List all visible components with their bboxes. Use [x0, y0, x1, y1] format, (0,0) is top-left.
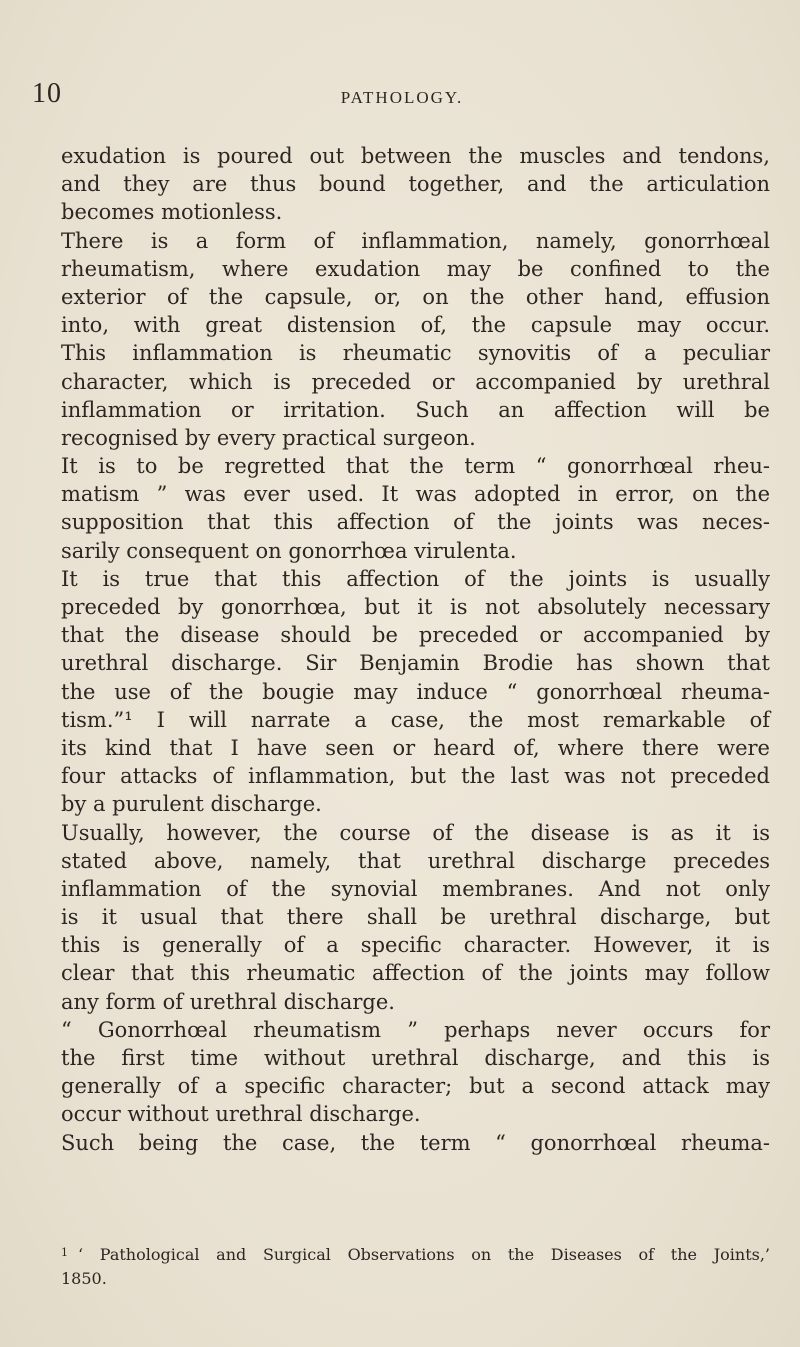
text-line: by a purulent discharge. — [61, 792, 322, 817]
text-line: tism.”¹ I will narrate a case, the most remarkable of — [61, 707, 770, 732]
text-line: Such being the case, the term “ gonorrhœal rheuma- — [61, 1130, 770, 1155]
text-line: urethral discharge. Sir Benjamin Brodie has shown that — [61, 651, 770, 676]
text-line: that the disease should be preceded or accompanied by — [61, 623, 770, 648]
footnote-mark: 1 — [61, 1246, 68, 1259]
text-line: any form of urethral discharge. — [61, 989, 395, 1014]
page-header — [32, 78, 772, 118]
text-line: four attacks of inflammation, but the last was not preceded — [61, 764, 770, 789]
footnote-line: 1850. — [61, 1269, 107, 1288]
text-line: matism ” was ever used. It was adopted in error, on the — [61, 482, 770, 507]
footnote — [61, 1240, 770, 1292]
text-line: the use of the bougie may induce “ gonorrhœal rheuma- — [61, 679, 770, 704]
text-line: Usually, however, the course of the disease is as it is — [61, 820, 770, 845]
text-line: becomes motionless. — [61, 200, 283, 225]
text-line: preceded by gonorrhœa, but it is not absolutely necessary — [61, 595, 770, 619]
text-line: this is generally of a specific character. However, it is — [61, 933, 770, 958]
text-line: generally of a specific character; but a second attack may — [61, 1074, 770, 1099]
text-line: “ Gonorrhœal rheumatism ” perhaps never occurs for — [61, 1017, 770, 1042]
text-line: recognised by every practical surgeon. — [61, 425, 476, 450]
text-line: inflammation or irritation. Such an affection will be — [61, 397, 770, 422]
text-line: supposition that this affection of the joints was neces- — [61, 510, 770, 535]
text-line: the first time without urethral discharge, and this is — [61, 1046, 770, 1070]
text-line: This inflammation is rheumatic synovitis of a peculiar — [61, 341, 770, 366]
text-line: stated above, namely, that urethral discharge precedes — [61, 848, 770, 873]
text-line: sarily consequent on gonorrhœa virulenta. — [61, 538, 517, 563]
text-line: its kind that I have seen or heard of, where there were — [61, 735, 770, 760]
text-line: It is true that this affection of the joints is usually — [61, 566, 770, 591]
text-line: character, which is preceded or accompanied by urethral — [61, 369, 770, 394]
text-line: exterior of the capsule, or, on the other hand, effusion — [61, 284, 770, 309]
text-line: into, with great distension of, the capsule may occur. — [61, 313, 770, 338]
running-head: PATHOLOGY. — [340, 88, 464, 107]
text-line: is it usual that there shall be urethral discharge, but — [61, 905, 770, 930]
text-line: There is a form of inflammation, namely, gonorrhœal — [61, 228, 770, 253]
text-line: It is to be regretted that the term “ gonorrhœal rheu- — [61, 454, 770, 479]
body-text — [61, 142, 770, 1157]
text-line: rheumatism, where exudation may be confined to the — [61, 256, 770, 281]
footnote-text: ‘ Pathological and Surgical Observations on the Diseases of the Joints,’ — [78, 1245, 770, 1264]
text-line: and they are thus bound together, and the articulation — [61, 172, 770, 197]
text-line: occur without urethral discharge. — [61, 1102, 421, 1127]
text-line: clear that this rheumatic affection of the joints may follow — [61, 961, 770, 986]
text-line: inflammation of the synovial membranes. And not only — [61, 876, 770, 901]
text-line: exudation is poured out between the muscles and tendons, — [61, 144, 770, 168]
page-number: 10 — [32, 78, 62, 109]
footnote-line — [61, 1240, 770, 1266]
